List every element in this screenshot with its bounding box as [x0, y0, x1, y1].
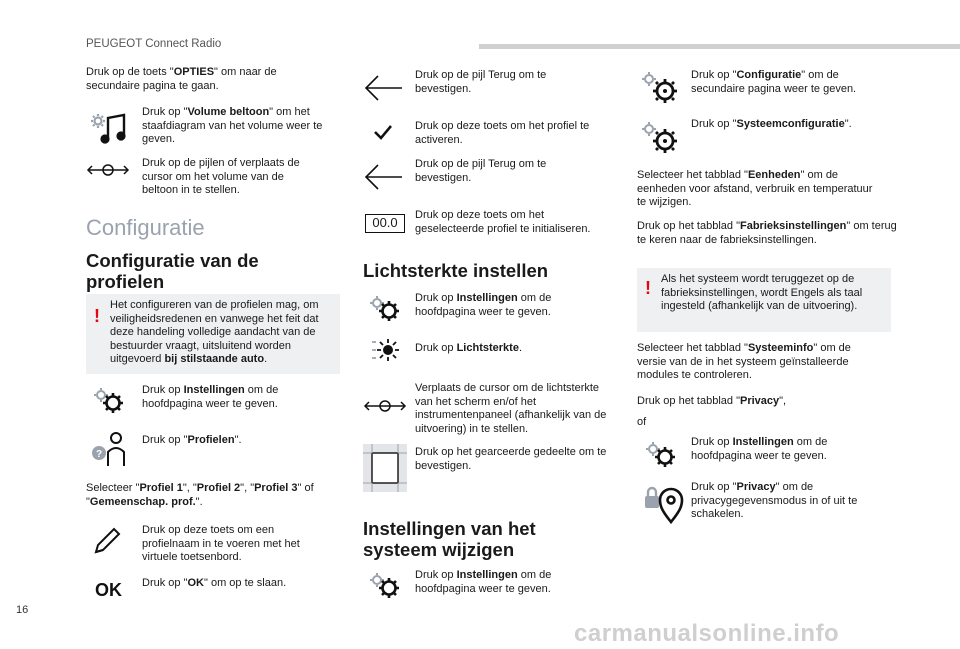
system-config-text: Druk op "Systeemconfiguratie". [691, 118, 852, 130]
privacy-lock-pin-icon [643, 484, 683, 524]
running-header: PEUGEOT Connect Radio [86, 38, 222, 50]
settings-gear-icon [92, 386, 126, 416]
header-bar [479, 44, 960, 49]
watermark: carmanualsonline.info [574, 620, 840, 647]
brightness-sun-icon [369, 336, 401, 364]
or-text: of [637, 416, 647, 428]
pencil-text: Druk op deze toets om een profielnaam in te voeren met het virtuele toetsenbord. [142, 524, 300, 563]
units-text: Selecteer het tabblad "Eenheden" om de eenheden voor afstand, verbruik en temperatuur te wijzigen. [637, 169, 873, 208]
configuration-gear-icon [640, 70, 680, 106]
settings-text-2: Druk op Instellingen om de hoofdpagina weer te geven. [415, 292, 552, 318]
back-text-1: Druk op de pijl Terug om te bevestigen. [415, 69, 547, 95]
subsection-brightness: Lichtsterkte instellen [363, 260, 549, 281]
settings-gear-icon-4 [644, 440, 678, 470]
settings-gear-icon-3 [368, 571, 402, 601]
warning-text: Het configureren van de profielen mag, om veiligheidsredenen en vanwege het feit dat deze handeling volledige aandacht van de bestuurder vraagt, uitsluitend worden uitgevoerd bij stilstaande auto. [110, 299, 319, 365]
ok-icon: OK [95, 580, 122, 600]
system-config-gear-icon [640, 120, 680, 156]
warning-box-profiles [86, 294, 340, 374]
warning-icon-2: ! [645, 278, 651, 298]
reset-text: Druk op deze toets om het geselecteerde profiel te initialiseren. [415, 209, 591, 235]
hatched-text: Druk op het gearceerde gedeelte om te bevestigen. [415, 446, 607, 472]
subsection-system: Instellingen van het systeem wijzigen [363, 518, 536, 560]
hatched-area-icon [363, 444, 407, 492]
profile-user-icon [90, 428, 130, 468]
settings-gear-icon-2 [368, 294, 402, 324]
check-text: Druk op deze toets om het profiel te activeren. [415, 120, 590, 146]
settings-text: Druk op Instellingen om de hoofdpagina weer te geven. [142, 384, 279, 410]
volume-text: Druk op "Volume beltoon" om het staafdiagram van het volume weer te geven. [142, 106, 323, 145]
warning-factory-text: Als het systeem wordt teruggezet op de fabrieksinstellingen, wordt Engels als taal ingesteld (afhankelijk van de uitvoering). [661, 273, 863, 312]
settings-text-3: Druk op Instellingen om de hoofdpagina weer te geven. [415, 569, 552, 595]
intro-text: Druk op de toets "OPTIES" om naar de secundaire pagina te gaan. [86, 66, 277, 92]
back-arrow-icon [364, 74, 404, 102]
back-arrow-icon-2 [364, 163, 404, 191]
factory-text: Druk op het tabblad "Fabrieksinstellingen" om terug te keren naar de fabrieksinstellingen. [637, 220, 897, 246]
arrows-text: Druk op de pijlen of verplaats de cursor om het volume van de beltoon in te stellen. [142, 157, 300, 196]
back-text-2: Druk op de pijl Terug om te bevestigen. [415, 158, 547, 184]
cursor-text: Verplaats de cursor om de lichtsterkte van het scherm en/of het instrumentenpaneel (afhankelijk van de uitvoering) in te stellen. [415, 382, 607, 435]
pencil-icon [92, 526, 122, 556]
warning-box-factory [637, 268, 891, 332]
section-title-configuratie: Configuratie [86, 215, 205, 240]
sysinfo-text: Selecteer het tabblad "Systeeminfo" om de versie van de in het systeem geïnstalleerde modules te controleren. [637, 342, 851, 381]
reset-value-icon: 00.0 [365, 214, 405, 233]
arrows-slider-icon [86, 160, 130, 180]
cursor-slider-icon [363, 396, 407, 416]
settings-text-4: Druk op Instellingen om de hoofdpagina weer te geven. [691, 436, 828, 462]
brightness-text: Druk op Lichtsterkte. [415, 342, 522, 354]
warning-icon: ! [94, 306, 100, 326]
privacy-text: Druk op "Privacy" om de privacygegevensmodus in of uit te schakelen. [691, 481, 858, 520]
ok-text: Druk op "OK" om op te slaan. [142, 577, 287, 589]
page-number: 16 [16, 604, 29, 616]
svg-text:?: ? [95, 449, 103, 460]
music-note-icon [88, 112, 128, 146]
subsection-profielen: Configuratie van de profielen [86, 250, 259, 292]
checkmark-icon [373, 124, 393, 140]
configuration-text: Druk op "Configuratie" om de secundaire pagina weer te geven. [691, 69, 857, 95]
profiles-text: Druk op "Profielen". [142, 434, 242, 446]
privacy-tab-text: Druk op het tabblad "Privacy", [637, 395, 787, 407]
select-profile-text: Selecteer "Profiel 1", "Profiel 2", "Profiel 3" of "Gemeenschap. prof.". [86, 482, 314, 508]
